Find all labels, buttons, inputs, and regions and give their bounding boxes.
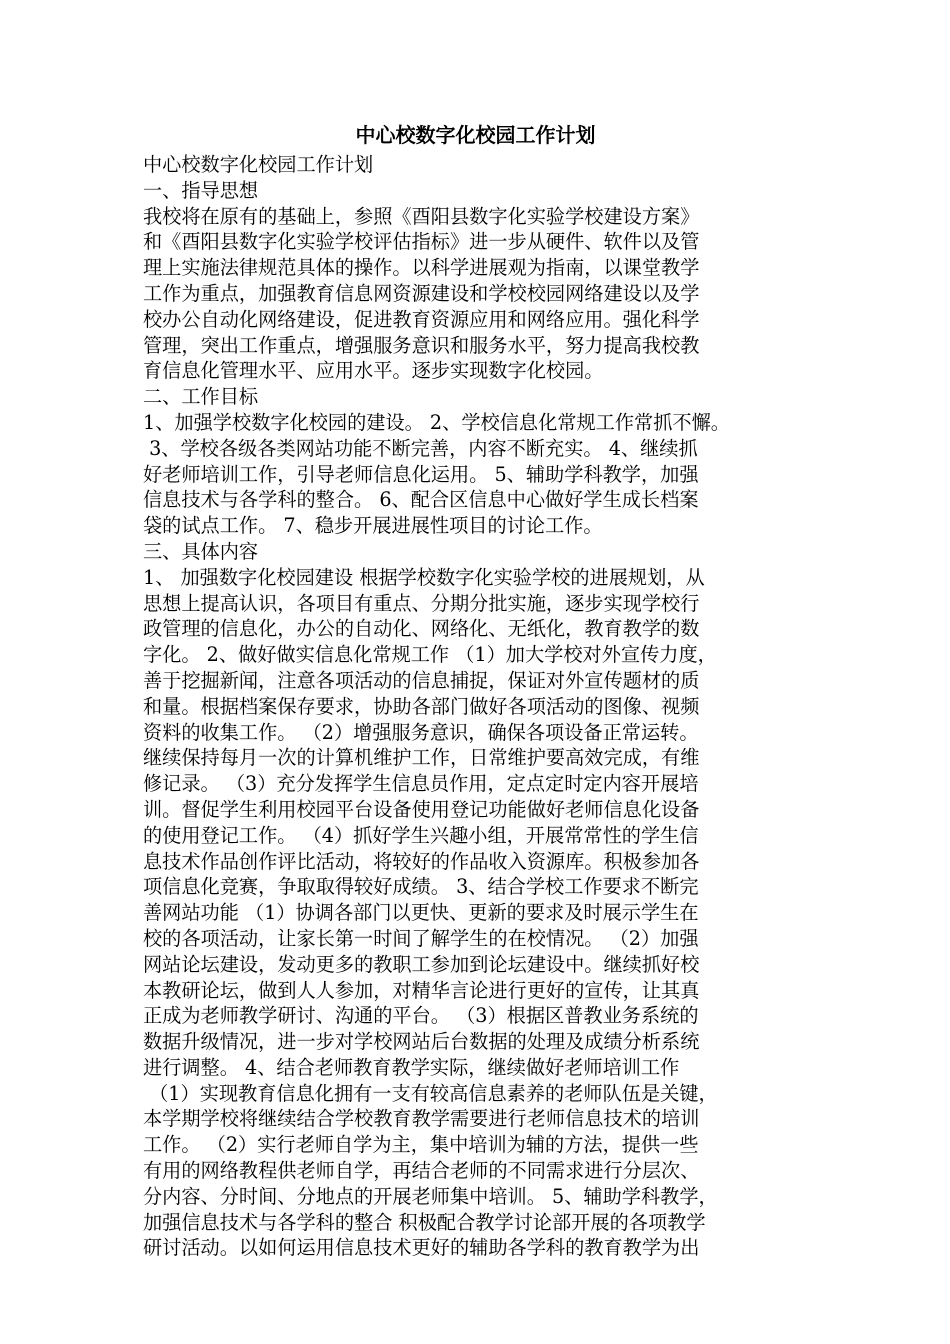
document-text-line: 善网站功能 （1）协调各部门以更快、更新的要求及时展示学生在 — [143, 901, 699, 925]
document-text-line: 二、工作目标 — [143, 385, 259, 409]
document-title: 中心校数字化校园工作计划 — [355, 123, 596, 147]
document-text-line: 数据升级情况，进一步对学校网站后台数据的处理及成绩分析系统 — [143, 1030, 700, 1054]
document-text-line: 育信息化管理水平、应用水平。逐步实现数字化校园。 — [143, 359, 604, 383]
document-text-line: 理上实施法律规范具体的操作。以科学进展观为指南，以课堂教学 — [143, 256, 700, 280]
document-text-line: 和量。根据档案保存要求，协助各部门做好各项活动的图像、视频 — [143, 694, 700, 718]
document-text-line: 中心校数字化校园工作计划 — [143, 153, 374, 176]
document-text-line: 管理，突出工作重点，增强服务意识和服务水平，努力提高我校教 — [143, 333, 700, 357]
document-text-line: 本教研论坛，做到人人参加，对精华言论进行更好的宣传，让其真 — [143, 978, 700, 1002]
document-text-line: 思想上提高认识，各项目有重点、分期分批实施，逐步实现学校行 — [143, 591, 700, 615]
document-text-line: 一、指导思想 — [143, 178, 259, 202]
document-text-line: 研讨活动。以如何运用信息技术更好的辅助各学科的教育教学为出 — [143, 1236, 700, 1260]
document-text-line: 3、学校各级各类网站功能不断完善，内容不断充实。 4、继续抓 — [143, 436, 698, 460]
document-text-line: 加强信息技术与各学科的整合 积极配合教学讨论部开展的各项教学 — [143, 1210, 706, 1234]
document-text-line: 继续保持每月一次的计算机维护工作，日常维护要高效完成，有维 — [143, 746, 700, 770]
document-text-line: 政管理的信息化，办公的自动化、网络化、无纸化，教育教学的数 — [143, 617, 700, 641]
document-text-line: 网站论坛建设，发动更多的教职工参加到论坛建设中。继续抓好校 — [143, 952, 700, 976]
document-text-line: 袋的试点工作。 7、稳步开展进展性项目的讨论工作。 — [143, 514, 603, 538]
document-text-line: 和《酉阳县数字化实验学校评估指标》进一步从硬件、软件以及管 — [143, 230, 700, 254]
document-text-line: 资料的收集工作。 （2）增强服务意识，确保各项设备正常运转。 — [143, 720, 699, 744]
document-body — [143, 152, 808, 1261]
document-text-line: 分内容、分时间、分地点的开展老师集中培训。 5、辅助学科教学， — [143, 1184, 718, 1208]
document-text-line: 三、具体内容 — [143, 539, 259, 563]
document-text-line: 工作为重点，加强教育信息网资源建设和学校校园网络建设以及学 — [143, 281, 700, 305]
document-text-line: 信息技术与各学科的整合。 6、配合区信息中心做好学生成长档案 — [143, 488, 699, 512]
document-page — [143, 120, 808, 1261]
document-text-line: 1、加强学校数字化校园的建设。 2、学校信息化常规工作常抓不懈。 — [143, 410, 730, 434]
document-text-line: 的使用登记工作。 （4）抓好学生兴趣小组，开展常常性的学生信 — [143, 823, 699, 847]
document-text-line: （1）实现教育信息化拥有一支有较高信息素养的老师队伍是关键， — [143, 1081, 718, 1105]
document-text-line: 项信息化竞赛，争取取得较好成绩。 3、结合学校工作要求不断完 — [143, 875, 699, 899]
document-text-line: 校的各项活动，让家长第一时间了解学生的在校情况。 （2）加强 — [143, 926, 699, 950]
document-text-line: 息技术作品创作评比活动，将较好的作品收入资源库。积极参加各 — [143, 849, 700, 873]
document-text-line: 训。督促学生利用校园平台设备使用登记功能做好老师信息化设备 — [143, 797, 700, 821]
document-text-line: 有用的网络教程供老师自学，再结合老师的不同需求进行分层次、 — [143, 1159, 700, 1183]
document-text-line: 好老师培训工作，引导老师信息化运用。 5、辅助学科教学，加强 — [143, 462, 699, 486]
document-text-line: 我校将在原有的基础上，参照《酉阳县数字化实验学校建设方案》 — [143, 204, 700, 228]
document-text-line: 进行调整。 4、结合老师教育教学实际，继续做好老师培训工作 — [143, 1055, 680, 1079]
document-text-line: 字化。 2、做好做实信息化常规工作 （1）加大学校对外宣传力度， — [143, 643, 717, 667]
document-text-line: 修记录。 （3）充分发挥学生信息员作用，定点定时定内容开展培 — [143, 772, 699, 796]
document-text-line: 校办公自动化网络建设，促进教育资源应用和网络应用。强化科学 — [143, 307, 700, 331]
document-text-line: 本学期学校将继续结合学校教育教学需要进行老师信息技术的培训 — [143, 1107, 700, 1131]
document-text-line: 1、 加强数字化校园建设 根据学校数字化实验学校的进展规划，从 — [143, 565, 705, 589]
document-text-line: 工作。 （2）实行老师自学为主，集中培训为辅的方法，提供一些 — [143, 1133, 699, 1157]
document-text-line: 正成为老师教学研讨、沟通的平台。 （3）根据区普教业务系统的 — [143, 1004, 699, 1028]
document-text-line: 善于挖掘新闻，注意各项活动的信息捕捉，保证对外宣传题材的质 — [143, 668, 700, 692]
